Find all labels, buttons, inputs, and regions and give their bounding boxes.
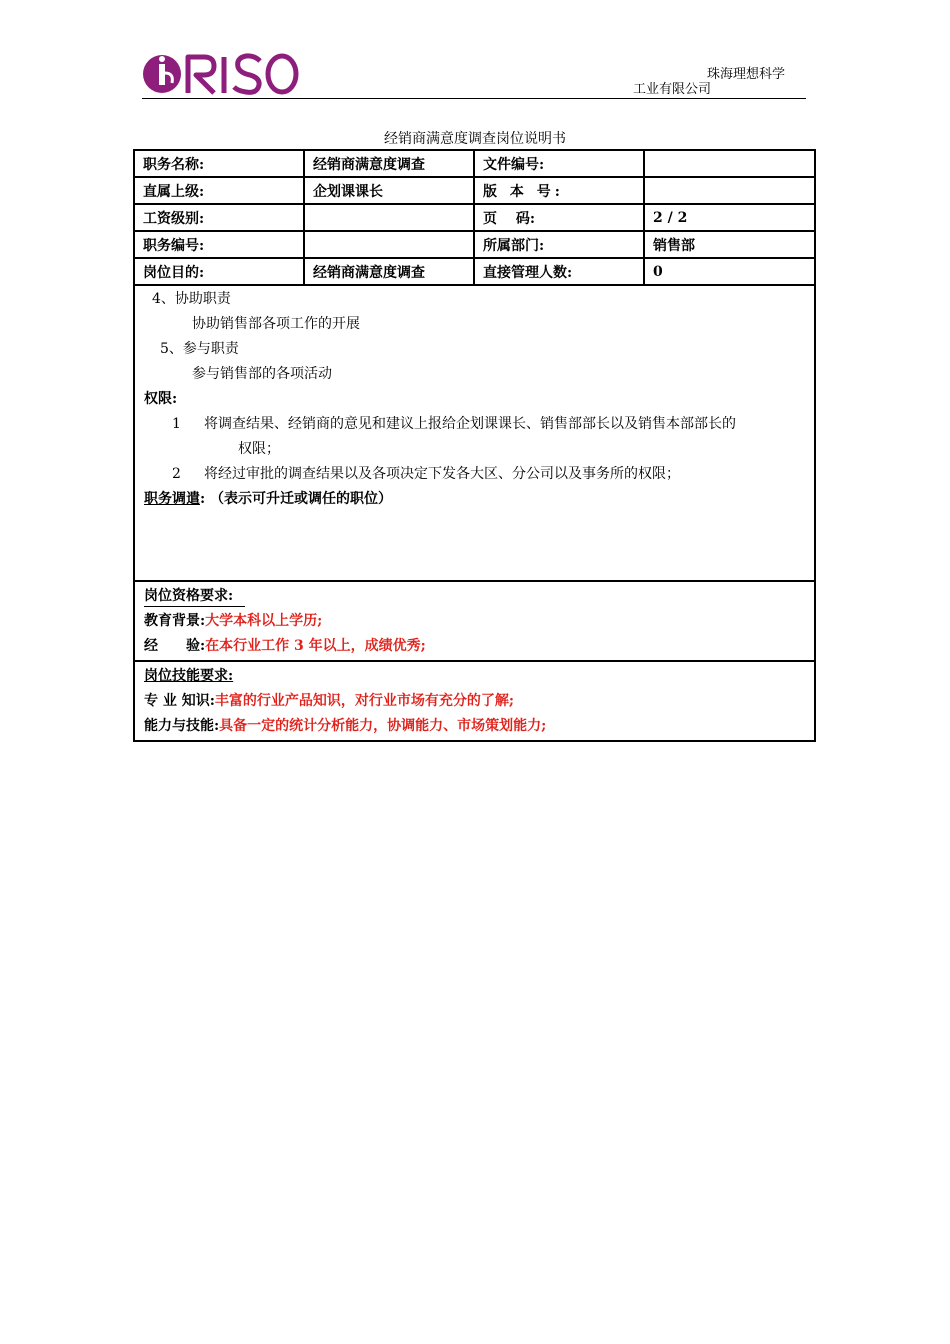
table-row [134, 231, 815, 258]
authority-text-continued: 权限； [238, 441, 280, 457]
field-value: 企划课课长 [304, 177, 474, 204]
ability-label: 能力与技能: [144, 718, 220, 734]
table-row [134, 204, 815, 231]
riso-logo [142, 51, 300, 97]
transfer-text: （表示可升迁或调任的职位） [210, 491, 393, 507]
knowledge-value: 丰富的行业产品知识，对行业市场有充分的了解; [214, 693, 515, 709]
table-row [134, 177, 815, 204]
field-label: 直接管理人数: [474, 258, 644, 285]
authority-item [144, 412, 806, 437]
field-label: 文件编号: [474, 150, 644, 177]
qualifications-title: 岗位资格要求: [144, 586, 245, 607]
authority-number: 1 [172, 416, 181, 432]
field-value: 0 [644, 258, 815, 285]
field-value: 经销商满意度调查 [304, 150, 474, 177]
table-row [134, 150, 815, 177]
skills-section [134, 661, 815, 741]
header-divider [142, 98, 806, 99]
table-row [134, 258, 815, 285]
field-label: 页 码: [474, 204, 644, 231]
duty-item-title: 5、参与职责 [160, 341, 239, 357]
field-label: 职务名称: [134, 150, 304, 177]
field-label: 版 本 号: [474, 177, 644, 204]
transfer-line [144, 487, 806, 512]
field-value [644, 150, 815, 177]
job-description-form [133, 149, 816, 742]
authority-item [144, 462, 806, 487]
education-label: 教育背景: [144, 613, 206, 629]
experience-value: 在本行业工作 3 年以上，成绩优秀; [205, 638, 426, 654]
field-value: 经销商满意度调查 [304, 258, 474, 285]
field-value [304, 204, 474, 231]
qualifications-section [134, 581, 815, 661]
field-value [644, 177, 815, 204]
authority-text: 将经过审批的调查结果以及各项决定下发各大区、分公司以及事务所的权限； [204, 466, 680, 482]
duty-item-body: 协助销售部各项工作的开展 [192, 316, 360, 332]
transfer-colon: : [200, 491, 206, 507]
company-name-line2: 工业有限公司 [633, 82, 712, 97]
duties-section [134, 285, 815, 581]
field-value: 2 / 2 [644, 204, 815, 231]
duty-item-body: 参与销售部的各项活动 [192, 366, 332, 382]
experience-label: 经 验: [144, 638, 206, 654]
document-title: 经销商满意度调查岗位说明书 [384, 131, 566, 147]
info-table [134, 150, 815, 285]
skills-title: 岗位技能要求: [144, 668, 234, 684]
authority-label: 权限: [144, 391, 178, 407]
field-value [304, 231, 474, 258]
authority-number: 2 [172, 466, 181, 482]
duty-item-title: 4、协助职责 [152, 291, 231, 307]
field-label: 工资级别: [134, 204, 304, 231]
field-label: 所属部门: [474, 231, 644, 258]
transfer-label: 职务调遣 [144, 491, 200, 507]
field-label: 直属上级: [134, 177, 304, 204]
knowledge-label: 专 业 知识: [144, 693, 215, 709]
authority-text: 将调查结果、经销商的意见和建议上报给企划课课长、销售部部长以及销售本部部长的 [204, 416, 736, 432]
field-label: 职务编号: [134, 231, 304, 258]
field-label: 岗位目的: [134, 258, 304, 285]
field-value: 销售部 [644, 231, 815, 258]
education-value: 大学本科以上学历; [205, 613, 323, 629]
ability-value: 具备一定的统计分析能力，协调能力、市场策划能力; [219, 718, 547, 734]
company-name-line1: 珠海理想科学 [707, 67, 786, 82]
